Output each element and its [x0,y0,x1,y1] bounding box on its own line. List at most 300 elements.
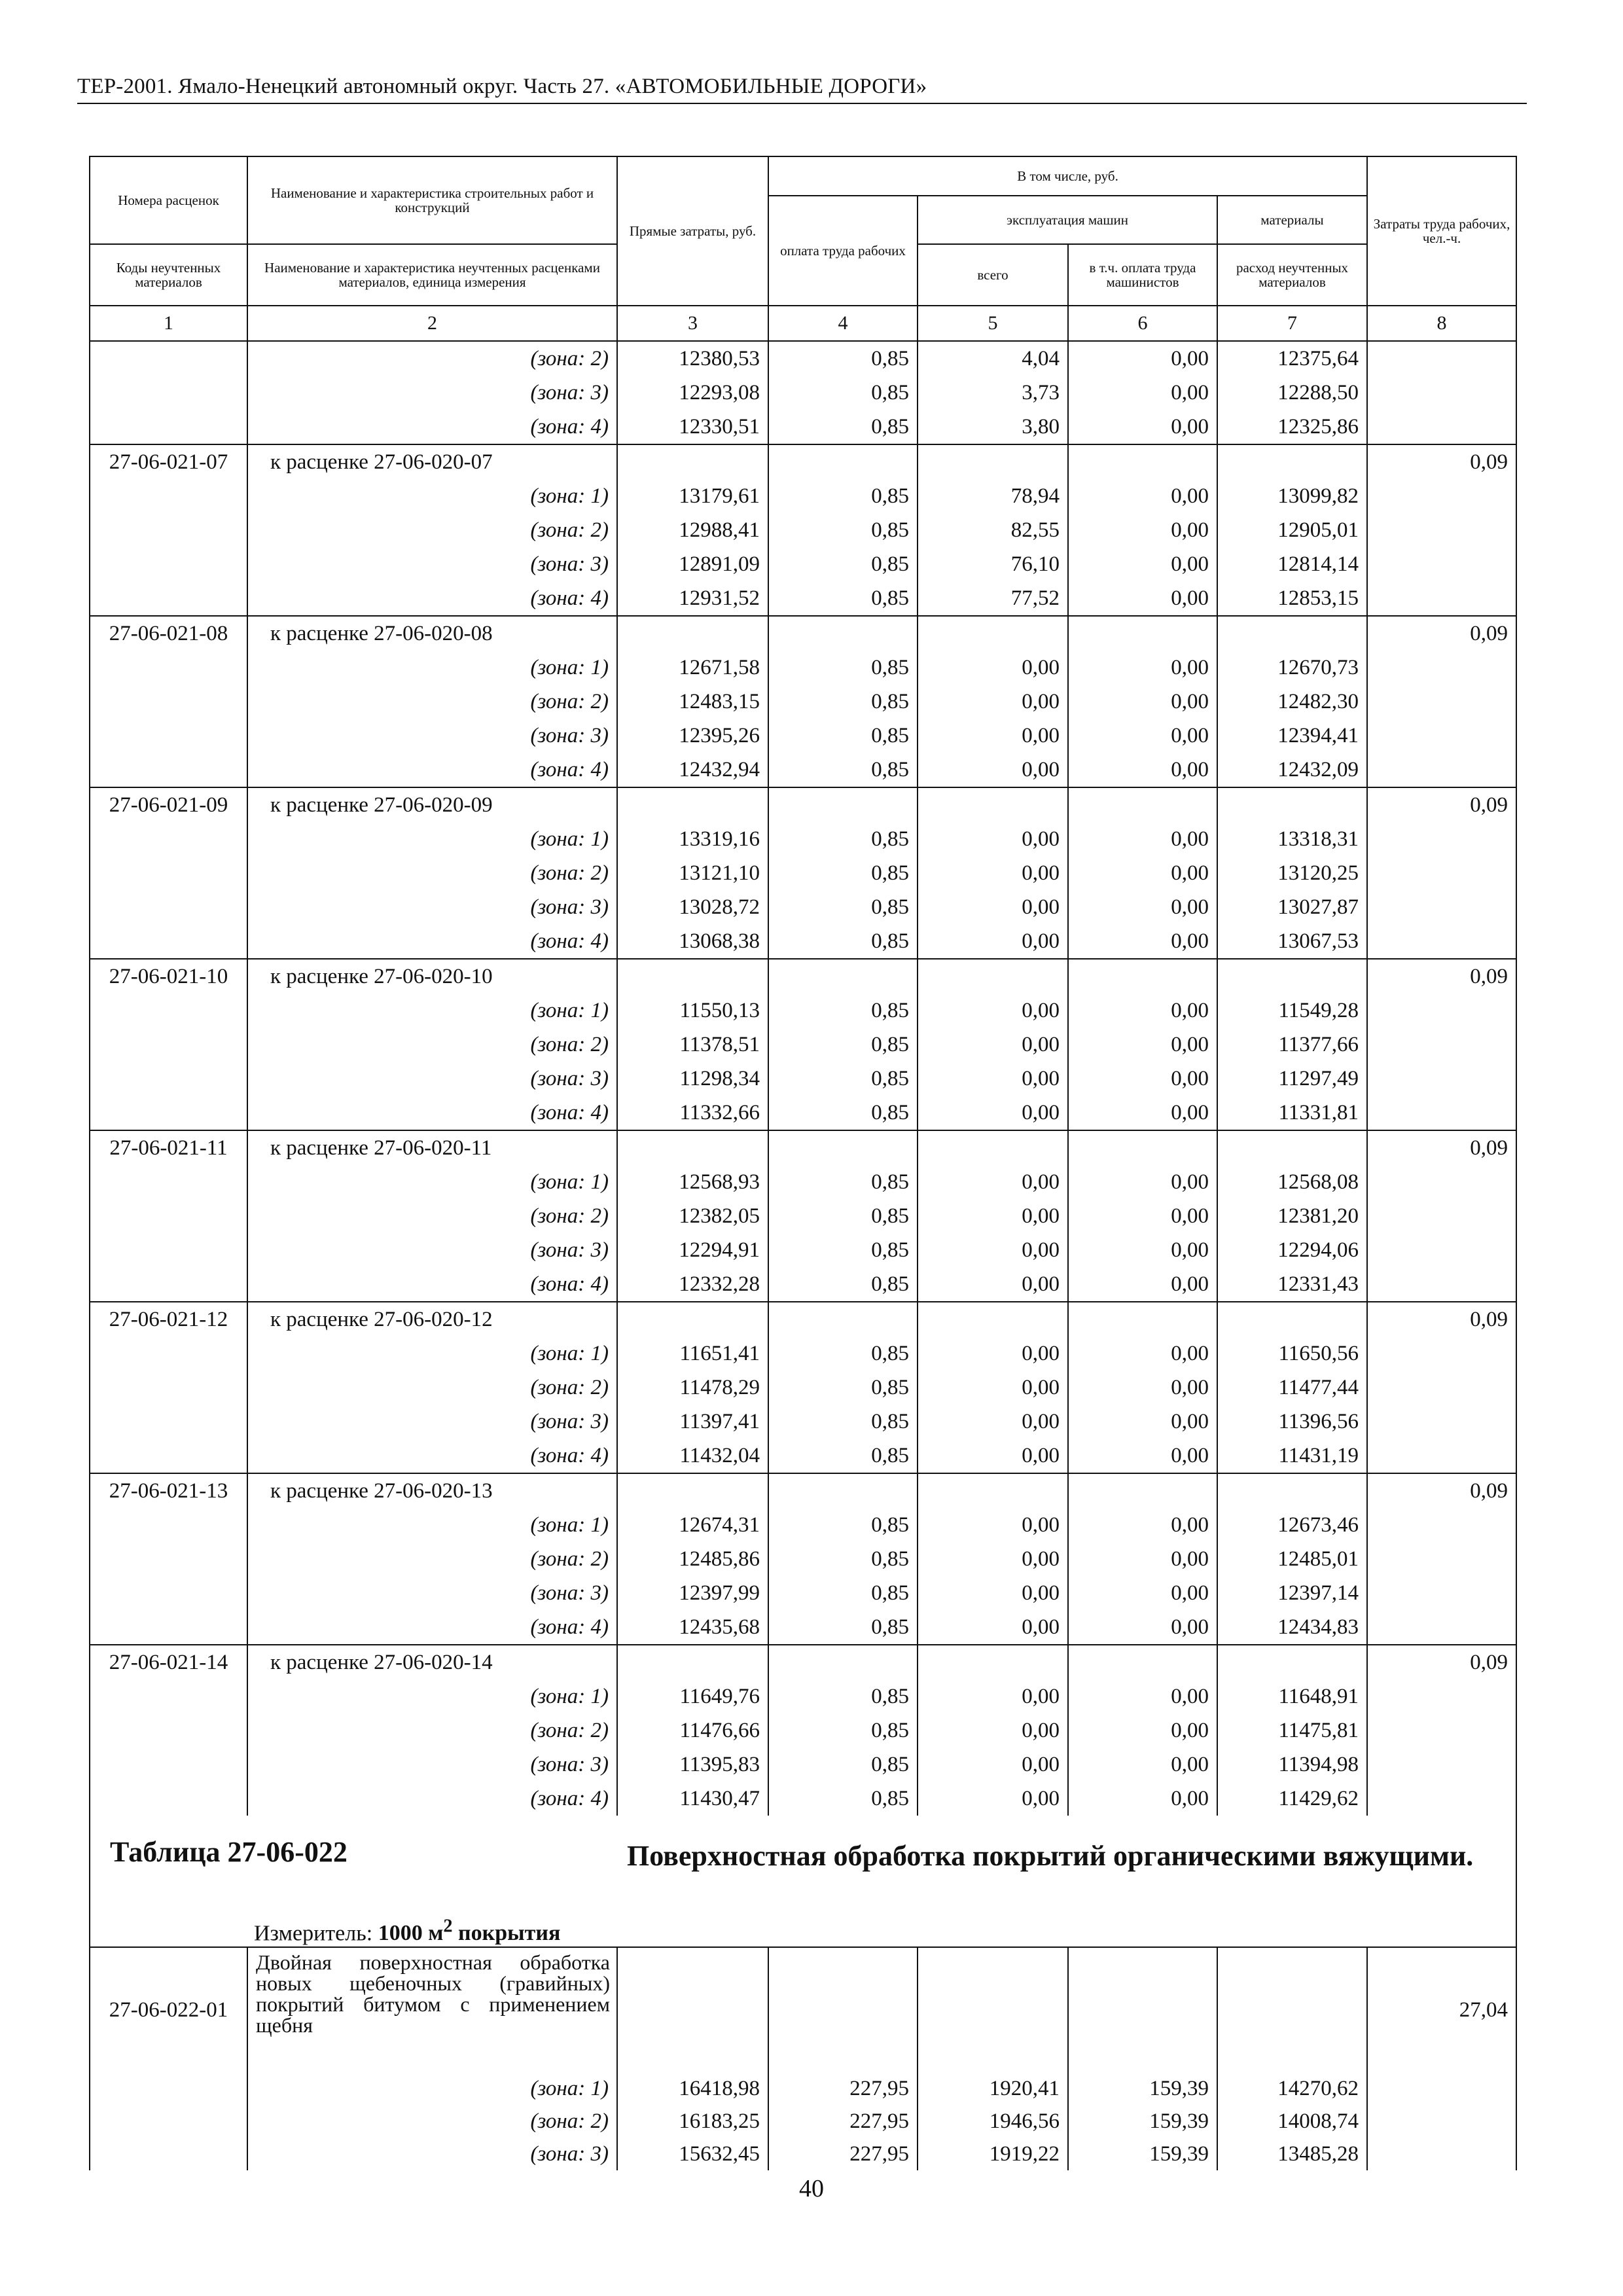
direct-cost: 12435,68 [617,1610,768,1645]
zone-row [90,1405,1516,1439]
direct-cost: 11378,51 [617,1028,768,1062]
rate-code: 27-06-021-12 [90,1302,247,1336]
labor-pay: 0,85 [768,1371,918,1405]
header-material-name: Наименование и характеристика неучтенных расценками материалов, единица измерения [247,244,617,306]
labor-hours [1367,1748,1516,1782]
empty-cell [617,444,768,479]
zone-row [90,651,1516,685]
materials-cost: 14008,74 [1217,2105,1367,2138]
direct-cost: 13068,38 [617,924,768,959]
labor-pay: 0,85 [768,1508,918,1542]
table-header [90,156,1516,341]
header-machines-total: всего [918,244,1068,306]
labor-hours: 0,09 [1367,444,1516,479]
labor-hours [1367,1267,1516,1302]
meter-prefix: Измеритель: [254,1921,378,1946]
rate-code-cell [90,1233,247,1267]
empty-cell [918,444,1068,479]
zone-row [90,1165,1516,1199]
labor-hours [1367,341,1516,376]
operators-pay: 0,00 [1068,410,1217,444]
rate-name: к расценке 27-06-020-11 [247,1130,617,1165]
direct-cost: 12988,41 [617,513,768,547]
table-label: Таблица 27-06-022 [110,1836,348,1868]
labor-hours [1367,856,1516,890]
empty-cell [918,1947,1068,2072]
direct-cost: 11651,41 [617,1336,768,1371]
zone-row [90,856,1516,890]
operators-pay: 0,00 [1068,994,1217,1028]
empty-cell [617,1302,768,1336]
machines-total: 76,10 [918,547,1068,581]
empty-cell [768,787,918,822]
zone-label: (зона: 4) [247,753,617,787]
empty-cell [1217,1302,1367,1336]
operators-pay: 0,00 [1068,1576,1217,1610]
machines-total: 0,00 [918,1165,1068,1199]
zone-row [90,1062,1516,1096]
zone-row [90,753,1516,787]
zone-label: (зона: 4) [247,1782,617,1816]
zone-row [90,1748,1516,1782]
header-operators-pay: в т.ч. оплата труда машинистов [1068,244,1217,306]
labor-hours: 0,09 [1367,1302,1516,1336]
direct-cost: 12397,99 [617,1576,768,1610]
labor-hours [1367,890,1516,924]
labor-hours [1367,376,1516,410]
materials-cost: 12670,73 [1217,651,1367,685]
header-material-codes: Коды неучтенных материалов [90,244,247,306]
labor-hours [1367,1371,1516,1405]
machines-total: 0,00 [918,1405,1068,1439]
operators-pay: 0,00 [1068,856,1217,890]
zone-label: (зона: 1) [247,994,617,1028]
rate-code-cell [90,890,247,924]
operators-pay: 0,00 [1068,1782,1217,1816]
zone-row [90,376,1516,410]
rate-code-cell [90,753,247,787]
machines-total: 0,00 [918,890,1068,924]
labor-hours: 27,04 [1367,1947,1516,2072]
operators-pay: 0,00 [1068,924,1217,959]
labor-pay: 0,85 [768,1336,918,1371]
rate-code-cell [90,547,247,581]
header-unaccounted-materials: расход неучтенных материалов [1217,244,1367,306]
labor-pay: 0,85 [768,1405,918,1439]
machines-total: 0,00 [918,856,1068,890]
rate-code-cell [90,1713,247,1748]
labor-hours: 0,09 [1367,616,1516,651]
zone-row [90,1576,1516,1610]
zone-label: (зона: 4) [247,581,617,616]
rate-code-cell [90,1096,247,1130]
operators-pay: 0,00 [1068,341,1217,376]
labor-pay: 0,85 [768,685,918,719]
materials-cost: 11331,81 [1217,1096,1367,1130]
direct-cost: 12293,08 [617,376,768,410]
column-number: 7 [1217,306,1367,341]
header-labor-pay: оплата труда рабочих [768,196,918,306]
empty-cell [768,1130,918,1165]
zone-row [90,994,1516,1028]
zone-label: (зона: 2) [247,341,617,376]
direct-cost: 12294,91 [617,1233,768,1267]
materials-cost: 13120,25 [1217,856,1367,890]
labor-pay: 0,85 [768,719,918,753]
table-body [90,341,1516,2170]
rate-code-cell [90,479,247,513]
direct-cost: 12931,52 [617,581,768,616]
materials-cost: 13485,28 [1217,2138,1367,2170]
materials-cost: 11475,81 [1217,1713,1367,1748]
labor-hours [1367,2138,1516,2170]
empty-cell [617,1130,768,1165]
labor-pay: 0,85 [768,924,918,959]
materials-cost: 12814,14 [1217,547,1367,581]
rate-name: к расценке 27-06-020-09 [247,787,617,822]
labor-hours [1367,685,1516,719]
zone-label: (зона: 2) [247,1028,617,1062]
empty-cell [1217,787,1367,822]
header-rate-numbers: Номера расценок [90,156,247,244]
operators-pay: 0,00 [1068,1542,1217,1576]
column-number: 3 [617,306,768,341]
zone-row [90,1508,1516,1542]
rate-name: к расценке 27-06-020-14 [247,1645,617,1679]
zone-label: (зона: 3) [247,1576,617,1610]
meter-suffix: покрытия [452,1921,561,1946]
empty-cell [918,616,1068,651]
rate-code-cell [90,1371,247,1405]
zone-label: (зона: 1) [247,1679,617,1713]
rate-header-row [90,1130,1516,1165]
zone-label: (зона: 2) [247,1713,617,1748]
rate-header-row [90,1302,1516,1336]
operators-pay: 159,39 [1068,2138,1217,2170]
header-direct-costs: Прямые затраты, руб. [617,156,768,306]
materials-cost: 14270,62 [1217,2072,1367,2105]
rate-code-cell [90,2072,247,2105]
zone-row [90,719,1516,753]
direct-cost: 11476,66 [617,1713,768,1748]
machines-total: 0,00 [918,753,1068,787]
labor-hours [1367,1610,1516,1645]
machines-total: 78,94 [918,479,1068,513]
labor-hours [1367,1782,1516,1816]
labor-hours [1367,1336,1516,1371]
rate-code-cell [90,1576,247,1610]
zone-label: (зона: 1) [247,822,617,856]
machines-total: 0,00 [918,1336,1068,1371]
zone-label: (зона: 1) [247,651,617,685]
labor-pay: 0,85 [768,376,918,410]
machines-total: 0,00 [918,1062,1068,1096]
materials-cost: 12434,83 [1217,1610,1367,1645]
empty-cell [1068,1130,1217,1165]
zone-row [90,513,1516,547]
zone-row [90,685,1516,719]
operators-pay: 159,39 [1068,2105,1217,2138]
zone-row [90,1679,1516,1713]
rate-code-cell [90,1028,247,1062]
labor-hours [1367,822,1516,856]
labor-hours [1367,513,1516,547]
zone-label: (зона: 4) [247,410,617,444]
machines-total: 0,00 [918,1508,1068,1542]
rate-code: 27-06-021-14 [90,1645,247,1679]
table-title: Поверхностная обработка покрытий органическими вяжущими. [627,1840,1474,1872]
labor-hours: 0,09 [1367,1473,1516,1508]
zone-row [90,1336,1516,1371]
direct-cost: 11395,83 [617,1748,768,1782]
rate-header-row [90,1947,1516,2072]
zone-label: (зона: 3) [247,1062,617,1096]
operators-pay: 0,00 [1068,1267,1217,1302]
direct-cost: 12483,15 [617,685,768,719]
labor-pay: 0,85 [768,1199,918,1233]
zone-row [90,1371,1516,1405]
empty-cell [1068,444,1217,479]
zone-row [90,2072,1516,2105]
rate-code: 27-06-022-01 [90,1947,247,2072]
materials-cost: 12375,64 [1217,341,1367,376]
zone-label: (зона: 2) [247,513,617,547]
labor-pay: 0,85 [768,753,918,787]
zone-row [90,890,1516,924]
empty-cell [918,787,1068,822]
direct-cost: 12568,93 [617,1165,768,1199]
materials-cost: 12673,46 [1217,1508,1367,1542]
labor-pay: 0,85 [768,856,918,890]
rate-code-cell [90,410,247,444]
labor-hours [1367,1576,1516,1610]
zone-row [90,410,1516,444]
zone-label: (зона: 4) [247,1096,617,1130]
rate-code: 27-06-021-10 [90,959,247,994]
materials-cost: 11297,49 [1217,1062,1367,1096]
labor-hours [1367,1199,1516,1233]
zone-row [90,1610,1516,1645]
zone-label: (зона: 3) [247,890,617,924]
direct-cost: 12674,31 [617,1508,768,1542]
zone-label: (зона: 2) [247,1199,617,1233]
direct-cost: 11550,13 [617,994,768,1028]
running-header: ТЕР-2001. Ямало-Ненецкий автономный округ. Часть 27. «АВТОМОБИЛЬНЫЕ ДОРОГИ» [77,75,1527,104]
labor-hours [1367,1233,1516,1267]
direct-cost: 12332,28 [617,1267,768,1302]
labor-pay: 227,95 [768,2138,918,2170]
rate-header-row [90,959,1516,994]
direct-cost: 12395,26 [617,719,768,753]
labor-pay: 0,85 [768,1576,918,1610]
operators-pay: 0,00 [1068,719,1217,753]
labor-pay: 0,85 [768,547,918,581]
labor-pay: 0,85 [768,994,918,1028]
rate-code: 27-06-021-11 [90,1130,247,1165]
rate-code: 27-06-021-09 [90,787,247,822]
labor-pay: 0,85 [768,890,918,924]
table-title-row [90,1816,1516,1947]
rate-code-cell [90,719,247,753]
labor-hours [1367,2105,1516,2138]
empty-cell [768,1947,918,2072]
machines-total: 0,00 [918,1713,1068,1748]
empty-cell [768,1645,918,1679]
labor-hours [1367,719,1516,753]
machines-total: 0,00 [918,1096,1068,1130]
direct-cost: 11432,04 [617,1439,768,1473]
empty-cell [1217,616,1367,651]
machines-total: 4,04 [918,341,1068,376]
direct-cost: 16418,98 [617,2072,768,2105]
materials-cost: 11650,56 [1217,1336,1367,1371]
empty-cell [1068,1645,1217,1679]
rate-code-cell [90,1610,247,1645]
materials-cost: 11431,19 [1217,1439,1367,1473]
materials-cost: 11648,91 [1217,1679,1367,1713]
materials-cost: 12381,20 [1217,1199,1367,1233]
empty-cell [617,1473,768,1508]
labor-hours [1367,2072,1516,2105]
zone-row [90,1439,1516,1473]
materials-cost: 12432,09 [1217,753,1367,787]
rate-code-cell [90,1508,247,1542]
empty-cell [1068,1947,1217,2072]
machines-total: 0,00 [918,1233,1068,1267]
operators-pay: 0,00 [1068,1610,1217,1645]
machines-total: 0,00 [918,1267,1068,1302]
direct-cost: 12330,51 [617,410,768,444]
empty-cell [918,1645,1068,1679]
labor-pay: 227,95 [768,2072,918,2105]
direct-cost: 11332,66 [617,1096,768,1130]
zone-row [90,1542,1516,1576]
rate-code-cell [90,685,247,719]
labor-pay: 0,85 [768,1028,918,1062]
machines-total: 1919,22 [918,2138,1068,2170]
materials-cost: 12568,08 [1217,1165,1367,1199]
operators-pay: 0,00 [1068,1096,1217,1130]
empty-cell [768,959,918,994]
machines-total: 1920,41 [918,2072,1068,2105]
zone-label: (зона: 3) [247,2138,617,2170]
labor-hours: 0,09 [1367,959,1516,994]
zone-label: (зона: 2) [247,685,617,719]
zone-row [90,547,1516,581]
empty-cell [768,616,918,651]
direct-cost: 15632,45 [617,2138,768,2170]
empty-cell [617,616,768,651]
rate-code-cell [90,513,247,547]
labor-pay: 0,85 [768,1782,918,1816]
direct-cost: 13121,10 [617,856,768,890]
empty-cell [1068,1302,1217,1336]
labor-pay: 0,85 [768,1096,918,1130]
zone-label: (зона: 1) [247,1508,617,1542]
empty-cell [768,444,918,479]
operators-pay: 0,00 [1068,753,1217,787]
rates-table [89,156,1517,2170]
rate-code-cell [90,1267,247,1302]
operators-pay: 0,00 [1068,822,1217,856]
operators-pay: 0,00 [1068,1199,1217,1233]
rate-code: 27-06-021-08 [90,616,247,651]
rate-code-cell [90,651,247,685]
zone-label: (зона: 3) [247,1233,617,1267]
machines-total: 3,80 [918,410,1068,444]
labor-hours: 0,09 [1367,787,1516,822]
machines-total: 1946,56 [918,2105,1068,2138]
labor-pay: 0,85 [768,1713,918,1748]
operators-pay: 0,00 [1068,376,1217,410]
empty-cell [1068,959,1217,994]
header-work-name: Наименование и характеристика строительных работ и конструкций [247,156,617,244]
materials-cost: 13318,31 [1217,822,1367,856]
direct-cost: 16183,25 [617,2105,768,2138]
operators-pay: 0,00 [1068,581,1217,616]
labor-hours [1367,1028,1516,1062]
materials-cost: 12394,41 [1217,719,1367,753]
empty-cell [1217,444,1367,479]
rate-description: Двойная поверхностная обработка новых щебеночных (гравийных) покрытий битумом с применением щебня [247,1947,617,2072]
rate-code-cell [90,1782,247,1816]
empty-cell [1217,1473,1367,1508]
empty-cell [918,1473,1068,1508]
zone-label: (зона: 1) [247,1336,617,1371]
machines-total: 0,00 [918,1199,1068,1233]
operators-pay: 0,00 [1068,1233,1217,1267]
labor-pay: 0,85 [768,1748,918,1782]
machines-total: 0,00 [918,1576,1068,1610]
labor-hours [1367,1405,1516,1439]
operators-pay: 159,39 [1068,2072,1217,2105]
empty-cell [617,1645,768,1679]
rate-code-cell [90,376,247,410]
operators-pay: 0,00 [1068,1508,1217,1542]
operators-pay: 0,00 [1068,1679,1217,1713]
zone-row [90,341,1516,376]
materials-cost: 11549,28 [1217,994,1367,1028]
materials-cost: 13067,53 [1217,924,1367,959]
labor-hours [1367,1165,1516,1199]
empty-cell [918,1130,1068,1165]
materials-cost: 13027,87 [1217,890,1367,924]
zone-label: (зона: 3) [247,719,617,753]
empty-cell [1217,959,1367,994]
machines-total: 0,00 [918,924,1068,959]
empty-cell [768,1473,918,1508]
machines-total: 0,00 [918,685,1068,719]
zone-row [90,2138,1516,2170]
zone-row [90,1267,1516,1302]
labor-pay: 0,85 [768,822,918,856]
labor-hours: 0,09 [1367,1645,1516,1679]
zone-label: (зона: 1) [247,1165,617,1199]
direct-cost: 11430,47 [617,1782,768,1816]
labor-hours [1367,924,1516,959]
operators-pay: 0,00 [1068,1336,1217,1371]
page-number: 40 [799,2175,824,2202]
materials-cost: 12482,30 [1217,685,1367,719]
operators-pay: 0,00 [1068,685,1217,719]
rate-header-row [90,444,1516,479]
machines-total: 0,00 [918,822,1068,856]
rate-code-cell [90,2138,247,2170]
labor-hours [1367,1096,1516,1130]
materials-cost: 11377,66 [1217,1028,1367,1062]
empty-cell [768,1302,918,1336]
materials-cost: 12288,50 [1217,376,1367,410]
